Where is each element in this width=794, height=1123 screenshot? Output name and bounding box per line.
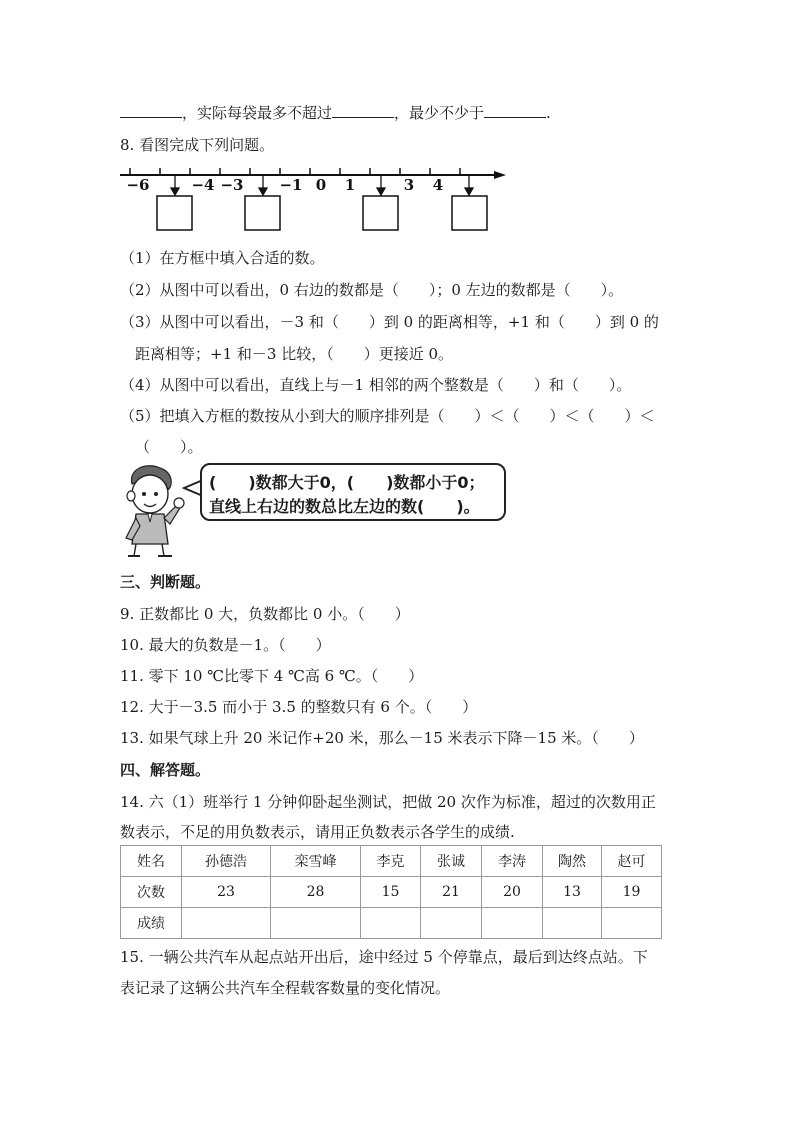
tick-label: −4: [191, 176, 215, 194]
table-header-cell: 张诚: [421, 846, 482, 877]
table-header-cell: 赵可: [602, 846, 662, 877]
section-3-heading: 三、判断题。: [120, 573, 211, 591]
table-row-names: [121, 846, 662, 877]
bubble-line-1: ( )数都大于0，( )数都小于0；: [209, 473, 485, 492]
score-answer-cell[interactable]: [361, 908, 421, 939]
table-cell: 21: [421, 877, 482, 908]
q9: 9. 正数都比 0 大，负数都比 0 小。（ ）: [120, 605, 410, 623]
number-line-arrowhead: [494, 171, 506, 179]
table-header-cell: 李克: [361, 846, 421, 877]
q8-item-1: （1）在方框中填入合适的数。: [120, 249, 325, 267]
answer-blank[interactable]: [120, 103, 182, 118]
speech-bubble: [200, 463, 506, 521]
table-cell: 19: [602, 877, 662, 908]
table-header-cell: 姓名: [121, 846, 182, 877]
score-answer-cell[interactable]: [602, 908, 662, 939]
score-answer-cell[interactable]: [543, 908, 602, 939]
table-cell: 15: [361, 877, 421, 908]
answer-blank[interactable]: [484, 103, 546, 118]
q11: 11. 零下 10 ℃比零下 4 ℃高 6 ℃。（ ）: [120, 667, 424, 685]
table-row-scores: [121, 908, 662, 939]
answer-box[interactable]: [245, 196, 280, 230]
q8-title: 8. 看图完成下列问题。: [120, 136, 275, 154]
answer-blank[interactable]: [332, 103, 394, 118]
q8-item-5-cont: （ ）。: [135, 438, 203, 456]
pointer-arrowhead: [377, 188, 385, 195]
table-row-counts: [121, 877, 662, 908]
tick-label: 3: [403, 176, 415, 194]
bubble-line-2: 直线上右边的数总比左边的数( )。: [209, 497, 480, 516]
q14-line-2: 数表示，不足的用负数表示，请用正负数表示各学生的成绩.: [120, 823, 515, 841]
q12: 12. 大于－3.5 而小于 3.5 的整数只有 6 个。（ ）: [120, 698, 478, 716]
tick-label: −3: [220, 176, 244, 194]
pointer-arrowhead: [171, 188, 179, 195]
q15-line-2: 表记录了这辆公共汽车全程载客数量的变化情况。: [120, 979, 451, 997]
table-cell: 28: [271, 877, 361, 908]
top-text-c: .: [546, 104, 551, 122]
table-header-cell: 栾雪峰: [271, 846, 361, 877]
number-line-diagram: [118, 162, 508, 234]
table-cell: 23: [182, 877, 271, 908]
table-cell: 20: [482, 877, 543, 908]
tick-label: 0: [315, 176, 327, 194]
table-cell: 13: [543, 877, 602, 908]
top-text-b: ，最少不少于: [394, 104, 485, 122]
score-answer-cell[interactable]: [271, 908, 361, 939]
score-answer-cell[interactable]: [421, 908, 482, 939]
score-answer-cell[interactable]: [482, 908, 543, 939]
table-header-cell: 孙德浩: [182, 846, 271, 877]
score-answer-cell[interactable]: [182, 908, 271, 939]
q8-item-3-cont: 距离相等；+1 和－3 比较，（ ）更接近 0。: [135, 345, 454, 363]
q15-line-1: 15. 一辆公共汽车从起点站开出后，途中经过 5 个停靠点，最后到达终点站。下: [120, 948, 648, 966]
table-row-label: 成绩: [121, 908, 182, 939]
table-header-cell: 陶然: [543, 846, 602, 877]
tick-label: 1: [344, 176, 356, 194]
tick-label: 4: [432, 176, 444, 194]
q8-item-3: （3）从图中可以看出，－3 和（ ）到 0 的距离相等，+1 和（ ）到 0 的: [120, 313, 659, 331]
q8-item-2: （2）从图中可以看出，0 右边的数都是（ ）；0 左边的数都是（ ）。: [120, 281, 624, 299]
table-header-cell: 李涛: [482, 846, 543, 877]
tick-label: −6: [126, 176, 150, 194]
pointer-arrowhead: [465, 188, 473, 195]
answer-box[interactable]: [452, 196, 487, 230]
q13: 13. 如果气球上升 20 米记作+20 米，那么－15 米表示下降－15 米。（ ）: [120, 729, 644, 747]
section-4-heading: 四、解答题。: [120, 761, 211, 779]
pointer-arrowhead: [259, 188, 267, 195]
answer-box[interactable]: [363, 196, 398, 230]
q8-item-4: （4）从图中可以看出，直线上与－1 相邻的两个整数是（ ）和（ ）。: [120, 376, 632, 394]
q8-item-5: （5）把填入方框的数按从小到大的顺序排列是（ ）＜（ ）＜（ ）＜: [120, 407, 655, 425]
cartoon-boy-illustration: [118, 462, 186, 558]
score-table: [120, 845, 662, 939]
q10: 10. 最大的负数是－1。（ ）: [120, 636, 331, 654]
tick-label: −1: [279, 176, 303, 194]
top-text-a: ，实际每袋最多不超过: [182, 104, 333, 122]
table-row-label: 次数: [121, 877, 182, 908]
answer-box[interactable]: [157, 196, 192, 230]
top-continuation-line: [120, 102, 551, 123]
q14-line-1: 14. 六（1）班举行 1 分钟仰卧起坐测试，把做 20 次作为标准，超过的次数用正: [120, 793, 656, 811]
